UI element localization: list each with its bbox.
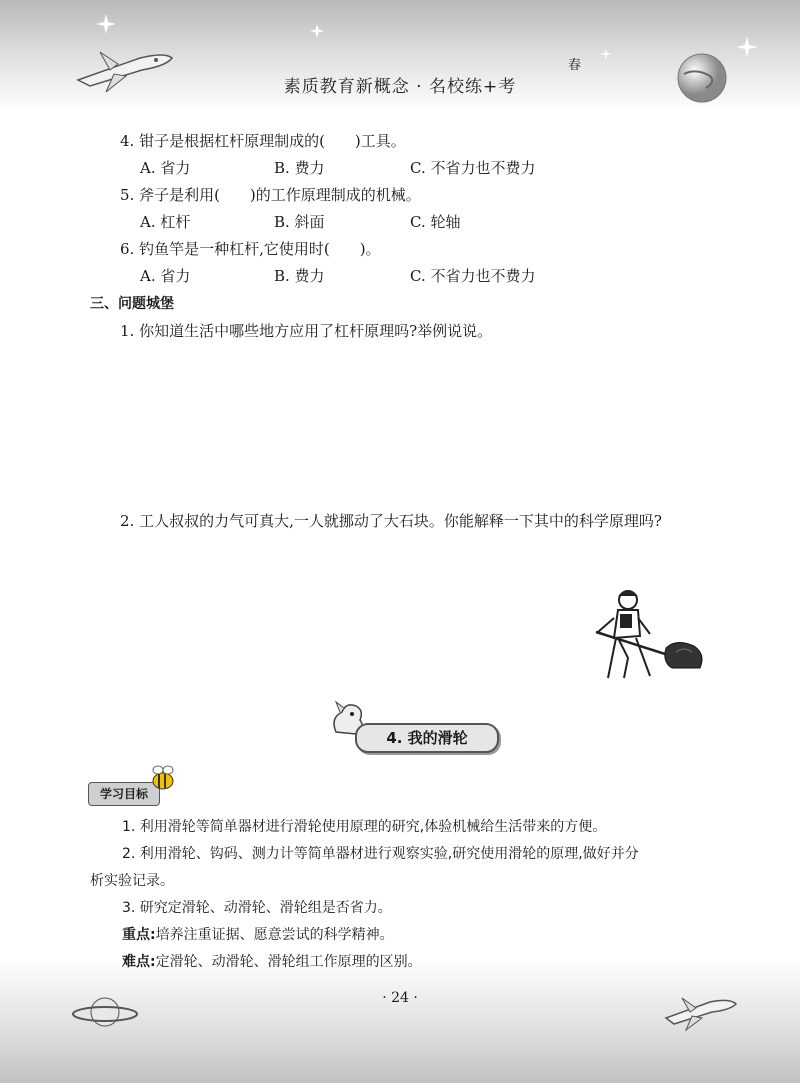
page-title: 素质教育新概念 · 名校练+考 [283, 77, 517, 97]
option: B. 费力 [274, 159, 325, 177]
season-label: 春 [568, 58, 582, 73]
question-1: 1. 你知道生活中哪些地方应用了杠杆原理吗?举例说说。 [120, 322, 493, 340]
sparkle-icon [600, 48, 612, 60]
question-6: 6. 钓鱼竿是一种杠杆,它使用时( )。 [120, 240, 381, 258]
difficulty-text: 定滑轮、动滑轮、滑轮组工作原理的区别。 [155, 954, 422, 970]
difficulty [122, 951, 422, 971]
option: C. 轮轴 [410, 213, 461, 231]
page-number: · 24 · [382, 990, 418, 1006]
goal-item-2-cont: 析实验记录。 [90, 873, 174, 889]
goal-item-3: 3. 研究定滑轮、动滑轮、滑轮组是否省力。 [122, 900, 392, 916]
question-2: 2. 工人叔叔的力气可真大,一人就挪动了大石块。你能解释一下其中的科学原理吗? [120, 512, 662, 530]
sparkle-icon [310, 24, 324, 38]
question-4: 4. 钳子是根据杠杆原理制成的( )工具。 [120, 132, 406, 150]
key-point-text: 培养注重证据、愿意尝试的科学精神。 [155, 927, 394, 943]
option: C. 不省力也不费力 [410, 267, 536, 285]
goal-item-2: 2. 利用滑轮、钩码、测力计等简单器材进行观察实验,研究使用滑轮的原理,做好并分 [122, 846, 639, 862]
question-5: 5. 斧子是利用( )的工作原理制成的机械。 [120, 186, 421, 204]
option: A. 省力 [140, 267, 191, 285]
lesson-title: 4. 我的滑轮 [355, 723, 499, 753]
goal-item-1: 1. 利用滑轮等简单器材进行滑轮使用原理的研究,体验机械给生活带来的方便。 [122, 819, 607, 835]
difficulty-label: 难点: [122, 954, 156, 970]
option: B. 斜面 [274, 213, 325, 231]
option: A. 杠杆 [140, 213, 191, 231]
option: A. 省力 [140, 159, 191, 177]
key-point [122, 924, 394, 944]
key-point-label: 重点: [122, 927, 156, 943]
bee-icon [146, 764, 180, 794]
section-title: 三、问题城堡 [90, 296, 174, 312]
worker-lever-illustration [588, 588, 710, 684]
option: B. 费力 [274, 267, 325, 285]
option: C. 不省力也不费力 [410, 159, 536, 177]
learning-goals-label: 学习目标 [88, 782, 160, 806]
sparkle-icon [736, 36, 758, 58]
sparkle-icon [96, 14, 116, 34]
